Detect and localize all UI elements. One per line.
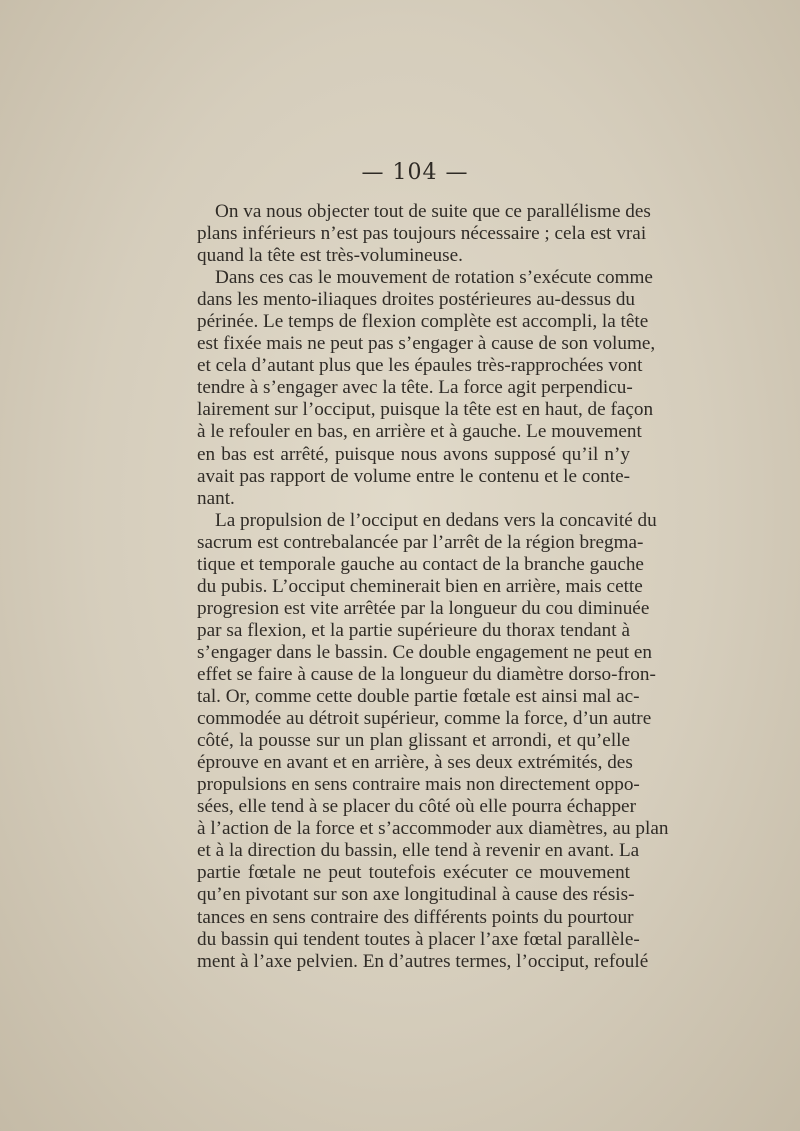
text-line: propulsions en sens contraire mais non directement oppo- [197,774,640,796]
text-line: La propulsion de l’occiput en dedans vers la concavité du [215,509,657,531]
text-line: ment à l’axe pelvien. En d’autres termes, l’occiput, refoulé [197,950,649,972]
text-line: s’engager dans le bassin. Ce double engagement ne peut en [197,641,653,663]
text-line: est fixée mais ne peut pas s’engager à cause de son volume, [197,333,656,355]
text-line: côté, la pousse sur un plan glissant et arrondi, et qu’elle [197,730,630,752]
text-line: tique et temporale gauche au contact de la branche gauche [197,553,644,575]
text-line: par sa flexion, et la partie supérieure du thorax tendant à [197,619,630,641]
text-line: Dans ces cas le mouvement de rotation s’exécute comme [215,267,653,289]
text-line: tances en sens contraire des différents points du pourtour [197,906,634,928]
text-line: lairement sur l’occiput, puisque la tête est en haut, de façon [197,399,654,421]
text-line: sées, elle tend à se placer du côté où elle pourra échapper [197,796,636,818]
text-line: nant. [197,487,235,509]
text-line: plans inférieurs n’est pas toujours nécessaire ; cela est vrai [197,223,647,245]
text-line: en bas est arrêté, puisque nous avons supposé qu’il n’y [197,443,630,465]
text-line: et cela d’autant plus que les épaules très-rapprochées vont [197,355,643,377]
text-line: à l’action de la force et s’accommoder aux diamètres, au plan [197,818,669,840]
body-text [197,201,669,973]
text-line: avait pas rapport de volume entre le contenu et le conte- [197,465,630,487]
text-line: On va nous objecter tout de suite que ce parallélisme des [215,201,651,222]
text-line: dans les mento-iliaques droites postérieures au-dessus du [197,289,636,311]
text-line: progresion est vite arrêtée par la longueur du cou diminuée [197,597,650,619]
text-line: éprouve en avant et en arrière, à ses deux extrémités, des [197,752,633,774]
text-line: et à la direction du bassin, elle tend à revenir en avant. La [197,840,640,862]
text-line: sacrum est contrebalancée par l’arrêt de la région bregma- [197,531,644,553]
text-line: du bassin qui tendent toutes à placer l’axe fœtal parallèle- [197,928,640,950]
text-line: quand la tête est très-volumineuse. [197,245,463,267]
text-line: tal. Or, comme cette double partie fœtale est ainsi mal ac- [197,686,640,708]
text-line: du pubis. L’occiput cheminerait bien en arrière, mais cette [197,575,643,597]
page-number: — 104 — [361,160,469,185]
text-line: qu’en pivotant sur son axe longitudinal à cause des résis- [197,884,635,906]
text-line: périnée. Le temps de flexion complète est accompli, la tête [197,311,649,333]
text-line: effet se faire à cause de la longueur du diamètre dorso-fron- [197,663,656,685]
text-line: à le refouler en bas, en arrière et à gauche. Le mouvement [197,421,642,443]
text-line: partie fœtale ne peut toutefois exécuter ce mouvement [197,862,630,884]
text-line: tendre à s’engager avec la tête. La force agit perpendicu- [197,377,633,399]
text-line: commodée au détroit supérieur, comme la force, d’un autre [197,708,652,730]
